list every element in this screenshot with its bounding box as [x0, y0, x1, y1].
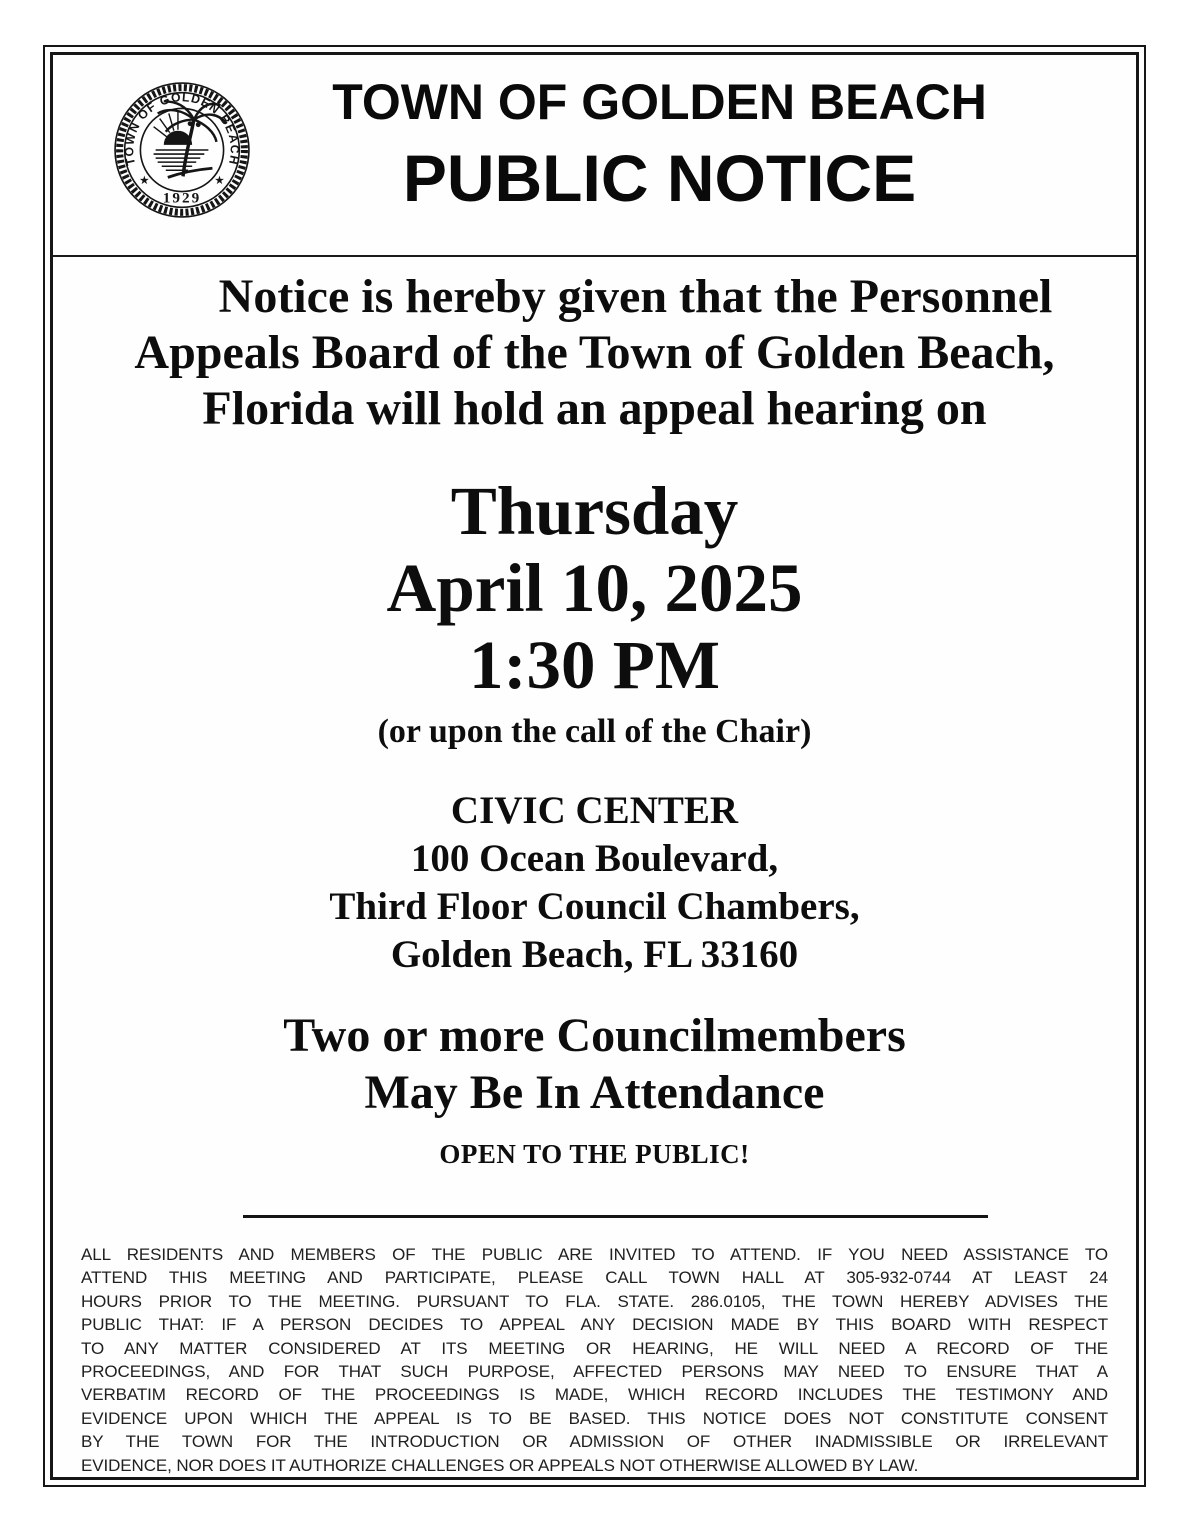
legal-line: ATTEND THIS MEETING AND PARTICIPATE, PLEASE CALL TOWN HALL AT 305-932-0744 AT LEAST 24 [81, 1268, 1108, 1288]
venue-street: 100 Ocean Boulevard, [410, 837, 779, 880]
open-to-public-note: OPEN TO THE PUBLIC! [439, 1139, 750, 1169]
town-seal-icon [111, 79, 253, 221]
legal-line: VERBATIM RECORD OF THE PROCEEDINGS IS MADE, WHICH RECORD INCLUDES THE TESTIMONY AND [81, 1385, 1108, 1405]
venue-floor: Third Floor Council Chambers, [329, 885, 860, 928]
event-time-note: (or upon the call of the Chair) [377, 713, 812, 750]
document-content [53, 55, 1136, 1477]
section-divider [243, 1215, 988, 1218]
org-title: TOWN OF GOLDEN BEACH [332, 74, 987, 130]
notice-body [53, 269, 1136, 1477]
legal-line: HOURS PRIOR TO THE MEETING. PURSUANT TO FLA. STATE. 286.0105, THE TOWN HEREBY ADVISES THE [81, 1291, 1108, 1311]
legal-line: EVIDENCE, NOR DOES IT AUTHORIZE CHALLENGES OR APPEALS NOT OTHERWISE ALLOWED BY LAW. [81, 1455, 919, 1475]
legal-line: PROCEEDINGS, AND FOR THAT SUCH PURPOSE, AFFECTED PERSONS MAY NEED TO ENSURE THAT A [81, 1362, 1108, 1382]
venue-block [53, 787, 1136, 979]
event-datetime [53, 473, 1136, 704]
legal-line: TO ANY MATTER CONSIDERED AT ITS MEETING OR HEARING, HE WILL NEED A RECORD OF THE [81, 1338, 1108, 1358]
attendance-note [53, 1007, 1136, 1121]
legal-line: BY THE TOWN FOR THE INTRODUCTION OR ADMISSION OF OTHER INADMISSIBLE OR IRRELEVANT [81, 1432, 1108, 1452]
svg-text:★: ★ [214, 175, 225, 187]
event-day: Thursday [450, 473, 739, 549]
document-outer-border [43, 45, 1146, 1487]
venue-name: CIVIC CENTER [450, 789, 739, 832]
event-date: April 10, 2025 [386, 550, 803, 626]
legal-line: EVIDENCE UPON WHICH THE APPEAL IS TO BE BASED. THIS NOTICE DOES NOT CONSTITUTE CONSENT [81, 1408, 1108, 1428]
attendance-line: May Be In Attendance [364, 1066, 825, 1119]
svg-text:TOWN OF GOLDEN BEACH: TOWN OF GOLDEN BEACH [122, 90, 242, 167]
document-inner-border [50, 52, 1139, 1480]
venue-city: Golden Beach, FL 33160 [390, 933, 799, 976]
page-title: PUBLIC NOTICE [402, 141, 917, 215]
intro-line: Florida will hold an appeal hearing on [202, 382, 987, 435]
svg-text:★: ★ [139, 175, 150, 187]
intro-paragraph [53, 269, 1136, 437]
header-divider [53, 255, 1136, 257]
svg-text:1929: 1929 [162, 189, 202, 207]
intro-line: Notice is hereby given that the Personnel [218, 270, 1053, 323]
legal-line: PUBLIC THAT: IF A PERSON DECIDES TO APPEAL ANY DECISION MADE BY THIS BOARD WITH RESPECT [81, 1315, 1108, 1335]
event-time: 1:30 PM [468, 627, 720, 703]
attendance-line: Two or more Councilmembers [283, 1009, 906, 1062]
intro-line: Appeals Board of the Town of Golden Beach, [134, 326, 1055, 379]
legal-line: ALL RESIDENTS AND MEMBERS OF THE PUBLIC ARE INVITED TO ATTEND. IF YOU NEED ASSISTANCE TO [81, 1245, 1108, 1264]
notice-header [53, 55, 1136, 255]
legal-notice [81, 1243, 1108, 1477]
